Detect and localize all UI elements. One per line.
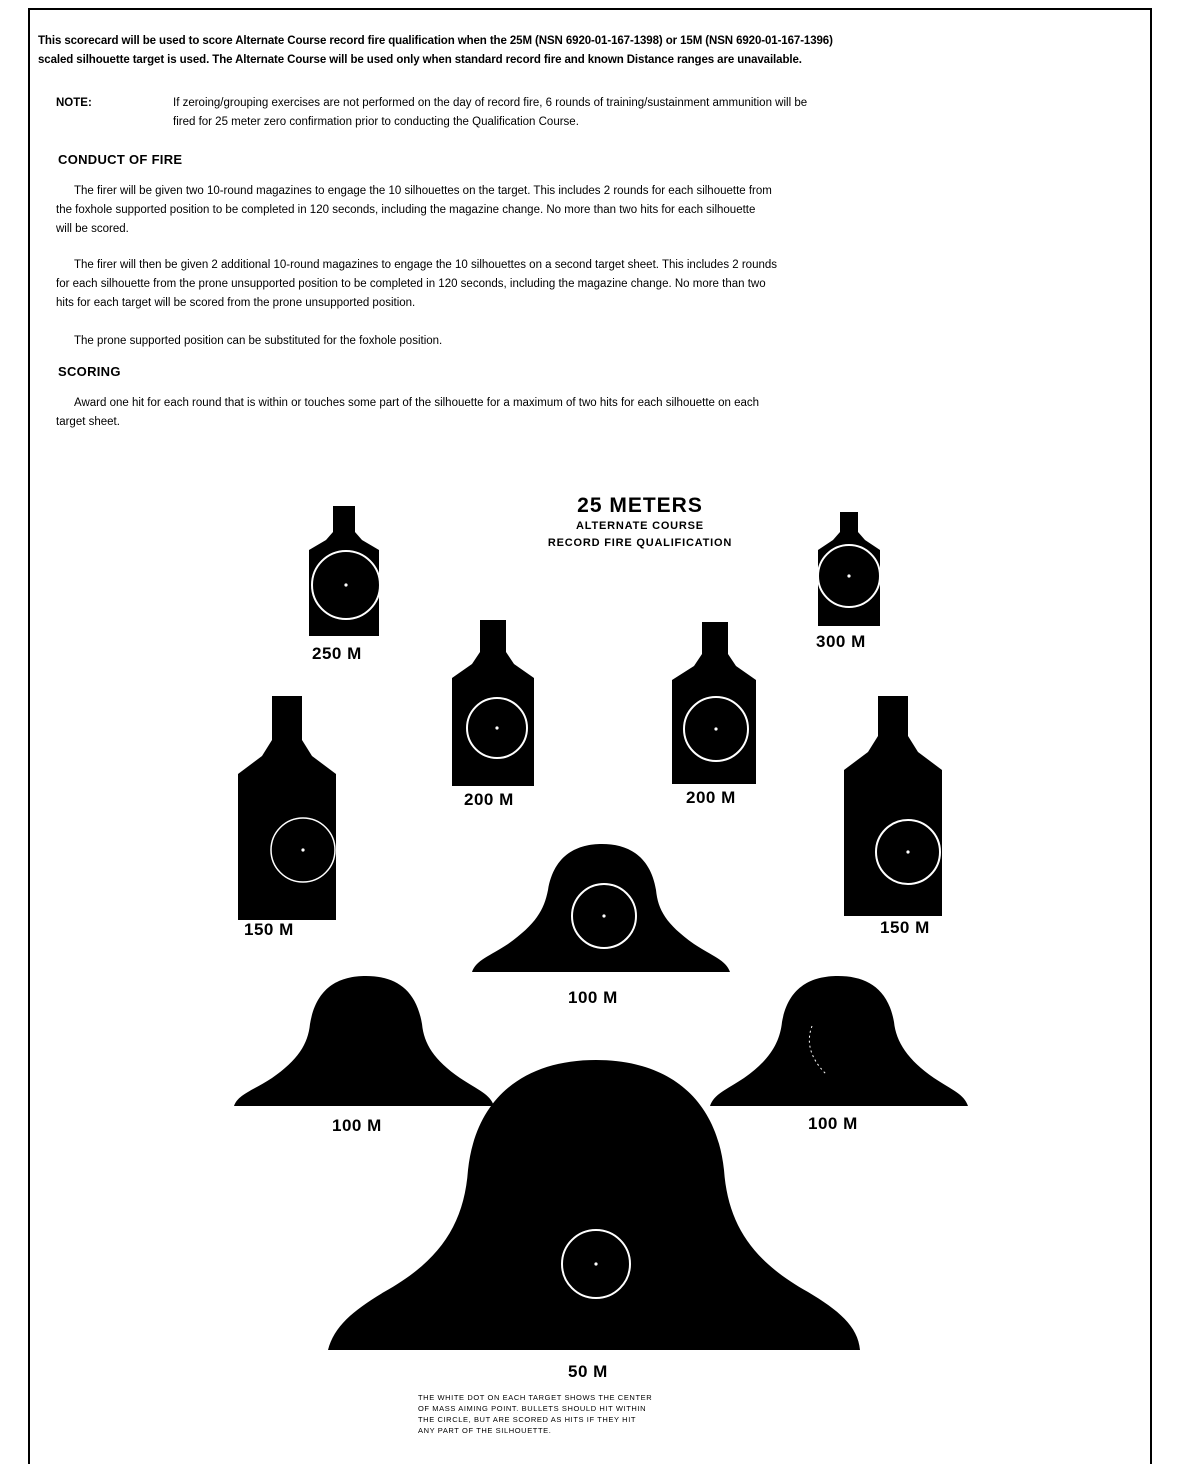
aiming-dot-250m xyxy=(344,583,347,586)
aiming-dot-300m xyxy=(847,574,850,577)
scoring-heading: SCORING xyxy=(58,364,121,379)
distance-label-100m-left: 100 M xyxy=(332,1116,382,1135)
aiming-dot-150m-right xyxy=(906,850,909,853)
target-subtitle: ALTERNATE COURSE xyxy=(576,520,704,532)
aiming-dot-50m xyxy=(594,1262,597,1265)
target-title: 25 METERS xyxy=(577,494,703,517)
silhouette-250m xyxy=(309,506,379,636)
paragraph-line: target sheet. xyxy=(56,416,120,428)
paragraph-line: The firer will then be given 2 additional 10-round magazines to engage the 10 silhouettes on a second target sheet. This includes 2 rounds xyxy=(74,259,778,271)
silhouette-100m-center xyxy=(472,844,730,972)
silhouette-150m-left xyxy=(238,696,336,920)
distance-label-300m: 300 M xyxy=(816,632,866,651)
paragraph-line: The firer will be given two 10-round magazines to engage the 10 silhouettes on the target. This includes 2 rounds for each silhouette from xyxy=(74,185,772,197)
caption-line: ANY PART OF THE SILHOUETTE. xyxy=(418,1426,552,1435)
silhouette-300m xyxy=(818,512,880,626)
distance-label-150m-right: 150 M xyxy=(880,918,930,937)
distance-label-200m-right: 200 M xyxy=(686,788,736,807)
target-subtitle: RECORD FIRE QUALIFICATION xyxy=(547,537,733,549)
distance-label-250m: 250 M xyxy=(312,644,362,663)
paragraph-line: Award one hit for each round that is within or touches some part of the silhouette for a maximum of two hits for each silhouette on each xyxy=(74,397,760,409)
aiming-dot-150m-left xyxy=(301,848,304,851)
paragraph-line: for each silhouette from the prone unsupported position to be completed in 120 seconds, including the magazine change. No more than two xyxy=(56,278,766,290)
silhouette-200m-right xyxy=(672,622,756,784)
silhouette-100m-right xyxy=(710,976,968,1106)
distance-label-150m-left: 150 M xyxy=(244,920,294,939)
aiming-dot-100m-center xyxy=(602,914,605,917)
paragraph-line: the foxhole supported position to be completed in 120 seconds, including the magazine change. No more than two hits for each silhouette xyxy=(56,204,756,216)
intro-line: scaled silhouette target is used. The Alternate Course will be used only when standard record fire and known Distance ranges are unavailable. xyxy=(38,54,802,66)
scorecard-sheet xyxy=(28,8,1152,1464)
intro-line: This scorecard will be used to score Alternate Course record fire qualification when the 25M (NSN 6920-01-167-1398) or 15M (NSN 6920-01-167-1396) xyxy=(38,35,833,47)
caption-line: THE CIRCLE, BUT ARE SCORED AS HITS IF THEY HIT xyxy=(418,1415,637,1424)
distance-label-100m-right: 100 M xyxy=(808,1114,858,1133)
distance-label-100m-center: 100 M xyxy=(568,988,618,1007)
silhouette-150m-right xyxy=(844,696,942,916)
note-label: NOTE: xyxy=(56,97,92,109)
paragraph-line: hits for each target will be scored from the prone unsupported position. xyxy=(56,297,416,309)
caption-line: OF MASS AIMING POINT. BULLETS SHOULD HIT WITHIN xyxy=(418,1404,647,1413)
paragraph-line: will be scored. xyxy=(56,223,129,235)
silhouette-200m-left xyxy=(452,620,534,786)
caption-line: THE WHITE DOT ON EACH TARGET SHOWS THE CENTER xyxy=(418,1393,653,1402)
distance-label-50m: 50 M xyxy=(568,1362,608,1381)
paragraph-line: The prone supported position can be substituted for the foxhole position. xyxy=(74,335,443,347)
note-line: If zeroing/grouping exercises are not performed on the day of record fire, 6 rounds of training/sustainment ammunition will be xyxy=(173,97,808,109)
note-line: fired for 25 meter zero confirmation prior to conducting the Qualification Course. xyxy=(173,116,579,128)
target-silhouettes-diagram xyxy=(30,10,1154,1466)
distance-label-200m-left: 200 M xyxy=(464,790,514,809)
aiming-dot-200m-right xyxy=(714,727,717,730)
aiming-dot-200m-left xyxy=(495,726,498,729)
target-title-block xyxy=(520,494,760,552)
conduct-heading: CONDUCT OF FIRE xyxy=(58,152,183,167)
aiming-point-caption xyxy=(418,1392,818,1436)
silhouette-100m-left xyxy=(234,976,494,1106)
